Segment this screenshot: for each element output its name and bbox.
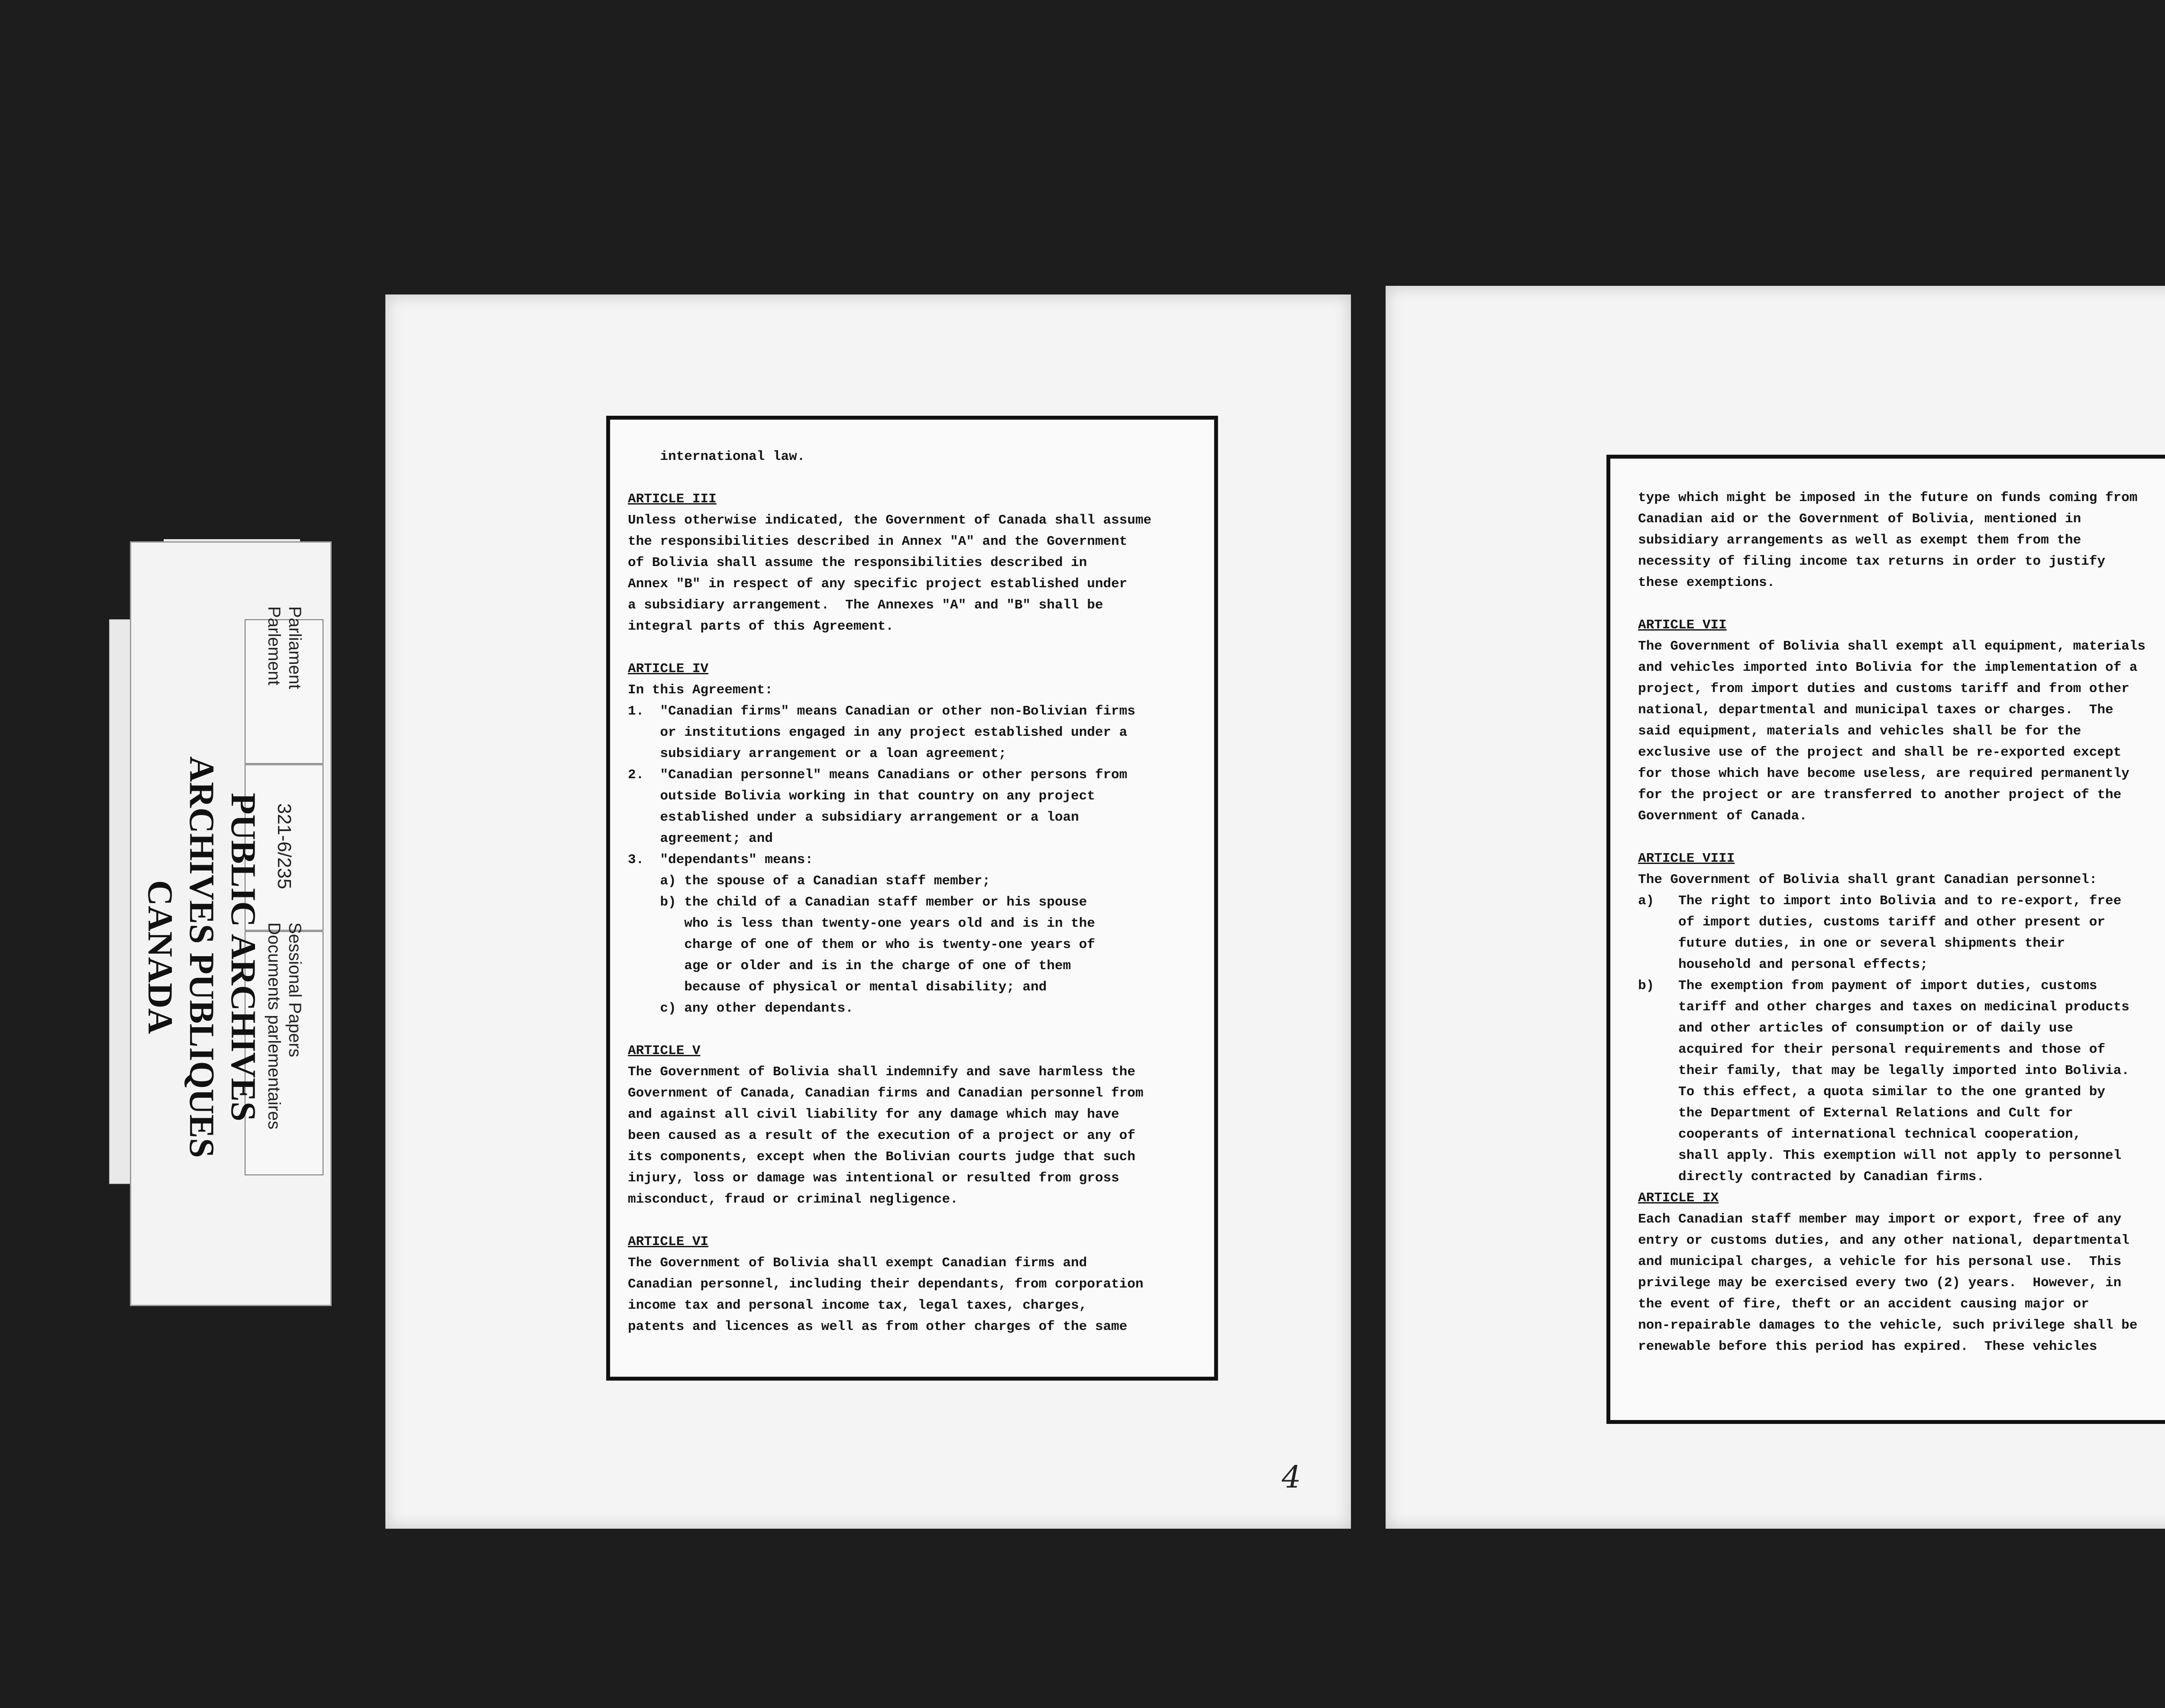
text-line: The Government of Bolivia shall exempt Canadian firms and [628,1255,1087,1271]
text-line: Each Canadian staff member may import or export, free of any [1638,1212,2122,1227]
text-line: integral parts of this Agreement. [628,619,894,634]
text-line: their family, that may be legally imported into Bolivia. [1638,1063,2129,1078]
sessional-label [262,922,305,1182]
text-line: The Government of Bolivia shall indemnify and save harmless the [628,1064,1135,1080]
text-line: In this Agreement: [628,683,773,698]
text-line: Canadian personnel, including their dependants, from corporation [628,1277,1144,1292]
text-line [628,1019,1151,1040]
archive-stamp-text [134,741,264,1174]
text-line: for the project or are transferred to another project of the [1638,787,2122,802]
text-line [628,467,1151,488]
text-line: exclusive use of the project and shall be re-exported except [1638,745,2122,760]
text-line: of import duties, customs tariff and other present or [1638,915,2105,930]
text-line: and municipal charges, a vehicle for his personal use. This [1638,1254,2122,1269]
text-line: patents and licences as well as from other charges of the same [628,1319,1128,1334]
text-line: these exemptions. [1638,575,1775,590]
text-line: income tax and personal income tax, legal taxes, charges, [628,1298,1087,1313]
text-line: charge of one of them or who is twenty-one years of [628,937,1095,952]
text-line: tariff and other charges and taxes on medicinal products [1638,1000,2129,1015]
text-line: household and personal effects; [1638,957,1928,972]
article-heading: ARTICLE V [628,1043,701,1058]
text-line [1638,593,2146,615]
left-page-number: 4 [1282,1459,1301,1495]
parliament-label [262,606,305,780]
text-line: 1. "Canadian firms" means Canadian or other non-Bolivian firms [628,704,1135,719]
text-line: said equipment, materials and vehicles shall be for the [1638,724,2081,739]
text-line: 2. "Canadian personnel" means Canadians or other persons from [628,767,1128,783]
text-line: for those which have become useless, are required permanently [1638,766,2129,781]
text-line: agreement; and [628,831,773,846]
parliament-en: Parliament [285,606,304,689]
text-line: a) the spouse of a Canadian staff member; [628,873,991,889]
text-line: c) any other dependants. [628,1001,853,1016]
text-line [628,637,1151,658]
article-heading: ARTICLE VIII [1638,851,1735,866]
sessional-en: Sessional Papers [285,922,304,1058]
text-line: cooperants of international technical cooperation, [1638,1127,2081,1142]
text-line [1638,827,2146,848]
article-heading: ARTICLE IX [1638,1190,1719,1206]
text-line: renewable before this period has expired. These vehicles [1638,1339,2097,1354]
text-line: of Bolivia shall assume the responsibilities described in [628,555,1087,570]
text-line: outside Bolivia working in that country on any project [628,789,1095,804]
text-line: a subsidiary arrangement. The Annexes "A" and "B" shall be [628,598,1103,613]
text-line: Unless otherwise indicated, the Government of Canada shall assume [628,513,1152,528]
text-line: national, departmental and municipal taxes or charges. The [1638,702,2113,718]
article-heading: ARTICLE IV [628,661,709,676]
parliament-fr: Parlement [265,606,284,686]
text-line [628,1210,1151,1231]
article-heading: ARTICLE III [628,492,717,507]
text-line: Government of Canada, Canadian firms and Canadian personnel from [628,1086,1144,1101]
text-line: Canadian aid or the Government of Bolivia, mentioned in [1638,511,2081,527]
text-line: 3. "dependants" means: [628,852,813,867]
text-line: Annex "B" in respect of any specific project established under [628,576,1128,592]
text-line: project, from import duties and customs tariff and from other [1638,681,2129,696]
text-line: age or older and is in the charge of one of them [628,958,1071,974]
text-line: the event of fire, theft or an accident causing major or [1638,1297,2089,1312]
text-line: entry or customs duties, and any other national, departmental [1638,1233,2129,1248]
text-line: and against all civil liability for any damage which may have [628,1107,1119,1122]
archive-line-1: PUBLIC ARCHIVES [224,793,263,1122]
text-line: international law. [628,449,805,464]
text-line: To this effect, a quota similar to the one granted by [1638,1084,2105,1100]
article-heading: ARTICLE VII [1638,618,1727,633]
reference-number: 321-6/235 [274,803,295,890]
text-line: directly contracted by Canadian firms. [1638,1169,1984,1184]
text-line: who is less than twenty-one years old and is in the [628,916,1095,931]
text-line: privilege may be exercised every two (2) years. However, in [1638,1275,2122,1291]
sessional-fr: Documents parlementaires [265,922,284,1129]
text-line: because of physical or mental disability; and [628,980,1047,995]
text-line: injury, loss or damage was intentional or resulted from gross [628,1171,1119,1186]
left-page-text [628,446,1151,1337]
text-line: established under a subsidiary arrangement or a loan [628,810,1079,825]
text-line: subsidiary arrangements as well as exempt them from the [1638,533,2081,548]
text-line: The Government of Bolivia shall grant Canadian personnel: [1638,872,2097,887]
text-line: been caused as a result of the execution of a project or any of [628,1128,1135,1143]
text-line: acquired for their personal requirements and those of [1638,1042,2105,1057]
article-heading: ARTICLE VI [628,1234,709,1249]
text-line: the Department of External Relations and Cult for [1638,1106,2073,1121]
text-line: or institutions engaged in any project established under a [628,725,1128,740]
text-line: non-repairable damages to the vehicle, such privilege shall be [1638,1318,2138,1333]
text-line: Government of Canada. [1638,809,1807,824]
text-line: The Government of Bolivia shall exempt all equipment, materials [1638,639,2146,654]
text-line: a) The right to import into Bolivia and to re-export, free [1638,893,2122,909]
text-line: b) the child of a Canadian staff member or his spouse [628,895,1087,910]
text-line: and other articles of consumption or of daily use [1638,1021,2073,1036]
text-line: its components, except when the Bolivian courts judge that such [628,1149,1135,1165]
text-line: misconduct, fraud or criminal negligence. [628,1192,958,1207]
text-line: b) The exemption from payment of import duties, customs [1638,978,2097,993]
archive-line-2: ARCHIVES PUBLIQUES [182,756,222,1158]
text-line: shall apply. This exemption will not apply to personnel [1638,1148,2122,1163]
text-line: the responsibilities described in Annex "A" and the Government [628,534,1128,549]
right-page-text [1638,487,2146,1357]
text-line: type which might be imposed in the future on funds coming from [1638,490,2138,505]
text-line: necessity of filing income tax returns in order to justify [1638,554,2105,569]
text-line: and vehicles imported into Bolivia for the implementation of a [1638,660,2138,675]
text-line: future duties, in one or several shipments their [1638,936,2065,951]
text-line: subsidiary arrangement or a loan agreement; [628,746,1007,761]
archive-line-3: CANADA [141,880,180,1034]
